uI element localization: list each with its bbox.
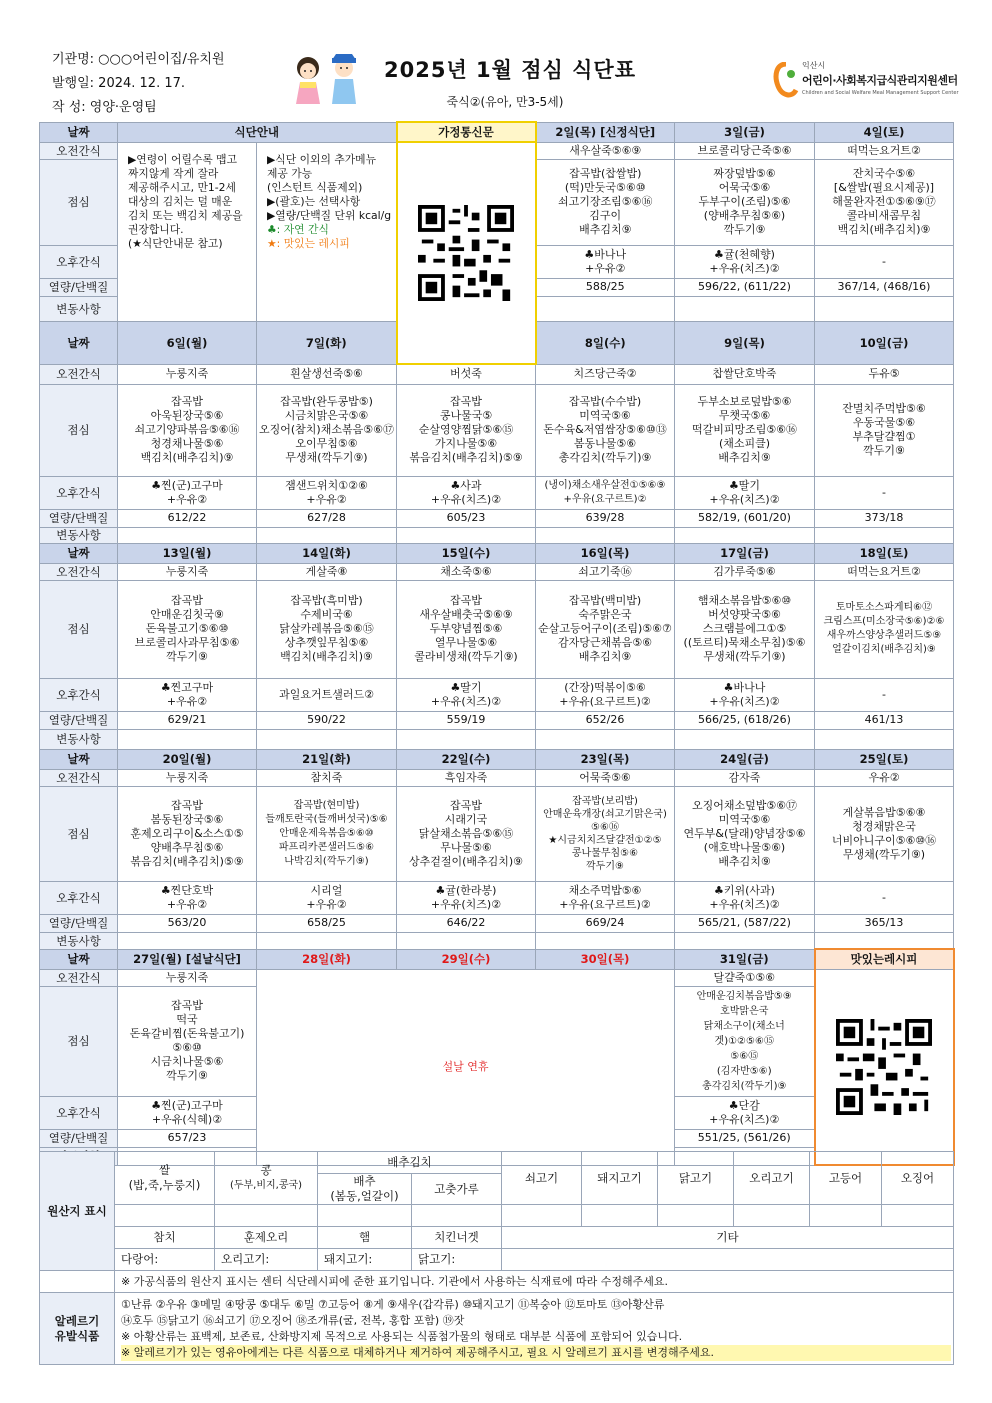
origin-input[interactable]: 돼지고기: xyxy=(318,1249,412,1271)
allergy-list: ①난류 ②우유 ③메밀 ④땅콩 ⑤대두 ⑥밀 ⑦고등어 ⑧게 ⑨새우(갑각류) ⑩돼지고기 ⑪복숭아 ⑫토마토 ⑬아황산류 xyxy=(121,1297,665,1311)
nutrition-value: 367/14, (468/16) xyxy=(815,278,954,296)
origin-item: 오리고기 xyxy=(734,1152,810,1205)
nutrition-value: 566/25, (618/26) xyxy=(675,711,815,729)
lunch-label: 점심 xyxy=(40,786,118,881)
allergy-row xyxy=(40,1293,954,1365)
lunch-cell: 안매운김치볶음밥⑤⑨ 호박맑은국 닭채소구이(채소너겟)①②⑤⑥⑮ ⑤⑥⑮ (김자반⑤⑥) 총각김치(깍두기)⑨ xyxy=(675,986,815,1096)
day-header: 25일(토) xyxy=(815,749,954,769)
nutrition-value: 559/19 xyxy=(397,711,536,729)
day-header: 13일(월) xyxy=(118,543,257,563)
week2-lunch-row xyxy=(40,384,954,476)
guide-text: 대상의 김치는 덜 매운 xyxy=(128,194,233,208)
day-header: 20일(월) xyxy=(118,749,257,769)
week5-header-row xyxy=(40,949,954,969)
date-label: 날짜 xyxy=(40,321,118,364)
week5-am-row xyxy=(40,969,954,986)
recipe-qr-cell xyxy=(815,969,954,1165)
pm-snack-cell: (간장)떡볶이⑤⑥ +우유(요구르트)② xyxy=(536,678,675,711)
week4-lunch-row xyxy=(40,786,954,881)
pm-snack-cell: 채소주먹밥⑤⑥ +우유(요구르트)② xyxy=(536,881,675,914)
nutrition-value: 551/25, (561/26) xyxy=(675,1129,815,1147)
week2-pm-row xyxy=(40,476,954,509)
day-header: 30일(목) xyxy=(536,949,675,969)
rice-header: 쌀 (밥,죽,누룽지) xyxy=(115,1152,215,1205)
pm-snack-cell: 과일요거트샐러드② xyxy=(257,678,397,711)
center-logo xyxy=(772,58,959,106)
am-snack: 달걀죽①⑤⑥ xyxy=(675,969,815,986)
recipe-qr-code-icon[interactable] xyxy=(836,1019,932,1115)
origin-input[interactable] xyxy=(734,1205,810,1227)
pm-snack-cell: ♣바나나 +우유② xyxy=(536,245,675,278)
week3-changes-row xyxy=(40,729,954,749)
pm-snack-cell: ♣키위(사과) +우유(치즈)② xyxy=(675,881,815,914)
am-snack: 채소죽⑤⑥ xyxy=(397,563,536,580)
date-label: 날짜 xyxy=(40,949,118,969)
guide-text: ▶연령이 어릴수록 맵고 xyxy=(128,152,238,166)
am-snack: 감자죽 xyxy=(675,769,815,786)
family-notice-header: 가정통신문 xyxy=(397,122,536,142)
menu-type: 죽식②(유아, 만3-5세) xyxy=(446,95,564,109)
am-snack: 어묵죽⑤⑥ xyxy=(536,769,675,786)
legend-recipe: ★: 맛있는 레시피 xyxy=(267,236,350,250)
day-header: 22일(수) xyxy=(397,749,536,769)
legend-nature: ♣: 자연 간식 xyxy=(267,222,329,236)
am-snack: 치즈당근죽② xyxy=(536,364,675,384)
pm-snack-cell: (냉이)채소새우살전①⑤⑥⑨ +우유(요구르트)② xyxy=(536,476,675,509)
week2-nutrition-row xyxy=(40,509,954,527)
week3-header-row xyxy=(40,543,954,563)
bean-header: 콩 (두부,비지,콩국) xyxy=(215,1152,318,1205)
pm-snack-label: 오후간식 xyxy=(40,245,118,278)
week4-changes-row xyxy=(40,932,954,949)
lunch-cell: 잡곡밥 새우살배춧국⑤⑥⑨ 두부양념찜⑤⑥ 열무나물⑤⑥ 콜라비생채(깍두기⑨) xyxy=(397,580,536,678)
week2-am-row xyxy=(40,364,954,384)
pm-snack-cell: ♣귤(천혜향) +우유(치즈)② xyxy=(675,245,815,278)
nutrition-value: 627/28 xyxy=(257,509,397,527)
day-header: 6일(월) xyxy=(118,321,257,364)
pm-snack-cell: ♣찐단호박 +우유② xyxy=(118,881,257,914)
nutrition-value: 563/20 xyxy=(118,914,257,932)
week3-am-row xyxy=(40,563,954,580)
week3-nutrition-row xyxy=(40,711,954,729)
cabbage-header: 배추 (봄동,얼갈이) xyxy=(318,1174,412,1205)
pm-snack-cell: ♣사과 +우유(치즈)② xyxy=(397,476,536,509)
lunch-cell: 햄채소볶음밥⑤⑥⑩ 버섯양팟국⑤⑥ 스크램블에그①⑤ ((토르티)묵채소무침)⑤⑥ 무생채(깍두기⑨) xyxy=(675,580,815,678)
guide-text: (★식단안내문 참고) xyxy=(128,236,223,250)
day-header: 9일(목) xyxy=(675,321,815,364)
logo-city: 익산시 xyxy=(802,61,826,70)
day-header: 27일(월) [설날식단] xyxy=(118,949,257,969)
issuer-info xyxy=(52,48,225,120)
holiday-notice: 설날 연휴 xyxy=(257,969,675,1165)
kimchi-header: 배추김치 xyxy=(318,1152,502,1174)
origin-item: 참치 xyxy=(115,1227,215,1249)
guide-right xyxy=(257,142,397,321)
changes-label: 변동사항 xyxy=(40,527,118,543)
pm-snack-cell: ♣딸기 +우유(치즈)② xyxy=(397,678,536,711)
guide-header: 식단안내 xyxy=(118,122,397,142)
day-header: 10일(금) xyxy=(815,321,954,364)
changes-cell xyxy=(815,296,954,321)
nutrition-value: 582/19, (601/20) xyxy=(675,509,815,527)
origin-allergy-table xyxy=(39,1151,954,1365)
origin-input[interactable] xyxy=(658,1205,734,1227)
lunch-cell: 잡곡밥 봄동된장국⑤⑥ 훈제오리구이&소스①⑤ 양배추무침⑤⑥ 볶음김치(배추김치)⑤⑨ xyxy=(118,786,257,881)
nutrition-value: 461/13 xyxy=(815,711,954,729)
origin-input[interactable] xyxy=(215,1205,318,1227)
lunch-label: 점심 xyxy=(40,384,118,476)
logo-mark-icon xyxy=(772,62,800,102)
lunch-cell: 잡곡밥(완두콩밥⑤) 시금치맑은국⑤⑥ 오징어(참치)채소볶음⑤⑥⑰ 오이무침⑤⑥ 무생채(깍두기⑨) xyxy=(257,384,397,476)
week4-nutrition-row xyxy=(40,914,954,932)
page-header xyxy=(0,0,992,118)
changes-label: 변동사항 xyxy=(40,729,118,749)
lunch-cell: 잔멸치주먹밥⑤⑥ 우동국물⑤⑥ 부추달걀찜① 깍두기⑨ xyxy=(815,384,954,476)
pm-snack-cell: 시리얼 +우유② xyxy=(257,881,397,914)
date-label: 날짜 xyxy=(40,543,118,563)
am-snack-label: 오전간식 xyxy=(40,142,118,159)
am-snack: 누룽지죽 xyxy=(118,563,257,580)
week4-am-row xyxy=(40,769,954,786)
origin-input[interactable]: 닭고기: xyxy=(412,1249,502,1271)
am-snack-label: 오전간식 xyxy=(40,364,118,384)
am-snack: 브로콜리당근죽⑤⑥ xyxy=(675,142,815,159)
origin-item: 돼지고기 xyxy=(582,1152,658,1205)
page-title: 2025년 1월 점심 식단표 xyxy=(384,58,636,82)
changes-cell xyxy=(536,296,675,321)
week3-lunch-row xyxy=(40,580,954,678)
day-header: 8일(수) xyxy=(536,321,675,364)
origin-item: 햄 xyxy=(318,1227,412,1249)
nutrition-value: 588/25 xyxy=(536,278,675,296)
am-snack: 흰살생선죽⑤⑥ xyxy=(257,364,397,384)
pm-snack-cell: - xyxy=(815,245,954,278)
pm-snack-cell: ♣귤(한라봉) +우유(치즈)② xyxy=(397,881,536,914)
guide-text: 김치 또는 백김치 제공을 xyxy=(128,208,243,222)
am-snack: 흑임자죽 xyxy=(397,769,536,786)
nutrition-label: 열량/단백질 xyxy=(40,509,118,527)
lunch-cell: 짜장덮밥⑤⑥ 어묵국⑤⑥ 두부구이(조림)⑤⑥ (양배추무침⑤⑥) 깍두기⑨ xyxy=(675,159,815,245)
day-header: 24일(금) xyxy=(675,749,815,769)
nutrition-label: 열량/단백질 xyxy=(40,278,118,296)
origin-item: 치킨너겟 xyxy=(412,1227,502,1249)
am-snack: 참치죽 xyxy=(257,769,397,786)
nutrition-value: 373/18 xyxy=(815,509,954,527)
pm-snack-cell: - xyxy=(815,678,954,711)
origin-input[interactable] xyxy=(882,1205,954,1227)
nutrition-label: 열량/단백질 xyxy=(40,914,118,932)
nutrition-value: 629/21 xyxy=(118,711,257,729)
day-header: 21일(화) xyxy=(257,749,397,769)
origin-item: 오징어 xyxy=(882,1152,954,1205)
origin-item: 닭고기 xyxy=(658,1152,734,1205)
origin-row-3 xyxy=(40,1227,954,1249)
pm-snack-cell: ♣바나나 +우유(치즈)② xyxy=(675,678,815,711)
guide-text: ▶(괄호)는 선택사항 xyxy=(267,194,361,208)
lunch-cell: 토마토소스파게티⑥⑫ 크림스프(미소장국⑤⑥)②⑥ 새우까스양상추샐러드⑤⑨ 얼갈이김치(배추김치)⑨ xyxy=(815,580,954,678)
nutrition-value: 596/22, (611/22) xyxy=(675,278,815,296)
pm-snack-label: 오후간식 xyxy=(40,1096,118,1129)
origin-item-other: 기타 xyxy=(502,1227,954,1249)
origin-row-1 xyxy=(40,1152,954,1174)
lunch-cell: 게살볶음밥⑤⑥⑧ 청경채맑은국 너비아니구이⑤⑥⑩⑯ 무생채(깍두기⑨) xyxy=(815,786,954,881)
am-snack: 새우살죽⑤⑥⑨ xyxy=(536,142,675,159)
changes-label: 변동사항 xyxy=(40,932,118,949)
lunch-cell: 잡곡밥(보리밥) 안매운육개장(쇠고기맑은국) ⑤⑥⑯ ★시금치치즈달걀전①②⑤ 콩나물무침⑤⑥ 깍두기⑨ xyxy=(536,786,675,881)
org-name: 기관명: ○○○어린이집/유치원 xyxy=(52,52,225,67)
am-snack: 김가루죽⑤⑥ xyxy=(675,563,815,580)
origin-values-row xyxy=(40,1205,954,1227)
guide-text: ▶식단 이외의 추가메뉴 xyxy=(267,152,377,166)
day-header: 15일(수) xyxy=(397,543,536,563)
pm-snack-label: 오후간식 xyxy=(40,476,118,509)
origin-input[interactable] xyxy=(810,1205,882,1227)
allergy-label: 알레르기 유발식품 xyxy=(40,1293,115,1365)
origin-item: 훈제오리 xyxy=(215,1227,318,1249)
am-snack-label: 오전간식 xyxy=(40,563,118,580)
am-snack: 누룽지죽 xyxy=(118,769,257,786)
author: 작 성: 영양·운영팀 xyxy=(52,100,157,115)
am-snack: 두유⑤ xyxy=(815,364,954,384)
nutrition-value: 646/22 xyxy=(397,914,536,932)
week1-am-row xyxy=(40,142,954,159)
day-header: 7일(화) xyxy=(257,321,397,364)
day-header: 2일(목) [신정식단] xyxy=(536,122,675,142)
day-header: 16일(목) xyxy=(536,543,675,563)
origin-input[interactable] xyxy=(502,1249,954,1271)
nutrition-value: 669/24 xyxy=(536,914,675,932)
origin-input[interactable] xyxy=(502,1205,582,1227)
guide-left xyxy=(118,142,257,321)
changes-cell xyxy=(675,296,815,321)
nutrition-value: 605/23 xyxy=(397,509,536,527)
lunch-cell: 잡곡밥(흑미밥) 수제비국⑥ 닭살카레볶음⑤⑥⑮ 상추깻잎무침⑤⑥ 백김치(배추김치)⑨ xyxy=(257,580,397,678)
origin-input[interactable] xyxy=(582,1205,658,1227)
am-snack: 누룽지죽 xyxy=(118,969,257,986)
week3-pm-row xyxy=(40,678,954,711)
origin-input[interactable] xyxy=(115,1205,215,1227)
pm-snack-cell: ♣딸기 +우유(치즈)② xyxy=(675,476,815,509)
lunch-cell: 잡곡밥 안매운김칫국⑨ 돈육불고기⑤⑥⑩ 브로콜리사과무침⑤⑥ 깍두기⑨ xyxy=(118,580,257,678)
nutrition-value: 612/22 xyxy=(118,509,257,527)
lunch-label: 점심 xyxy=(40,986,118,1096)
pm-snack-cell: - xyxy=(815,881,954,914)
pm-snack-cell: - xyxy=(815,476,954,509)
nutrition-value: 658/25 xyxy=(257,914,397,932)
guide-text: 짜지않게 작게 잘라 xyxy=(128,166,219,180)
am-snack: 떠먹는요거트② xyxy=(815,142,954,159)
nutrition-value: 652/26 xyxy=(536,711,675,729)
lunch-cell: 잡곡밥(현미밥) 들깨토란국(들깨버섯국)⑤⑥ 안매운제육볶음⑤⑥⑩ 파프리카콘샐러드⑤⑥ 나박김치(깍두기⑨) xyxy=(257,786,397,881)
guide-text: ▶열량/단백질 단위 kcal/g xyxy=(267,208,392,222)
pm-snack-label: 오후간식 xyxy=(40,678,118,711)
lunch-label: 점심 xyxy=(40,580,118,678)
am-snack: 찹쌀단호박죽 xyxy=(675,364,815,384)
origin-note: ※ 가공식품의 원산지 표시는 센터 식단레시피에 준한 표기입니다. 기관에서 사용하는 식재료에 따라 수정해주세요. xyxy=(115,1271,954,1293)
lunch-cell: 두부소보로덮밥⑤⑥ 무챗국⑤⑥ 떡갈비피망조림⑤⑥⑯ (채소피클) 배추김치⑨ xyxy=(675,384,815,476)
menu-table xyxy=(39,121,954,1166)
pm-snack-cell: ♣찐고구마 +우유② xyxy=(118,678,257,711)
pm-snack-cell: ♣단감 +우유(치즈)② xyxy=(675,1096,815,1129)
day-header: 3일(금) xyxy=(675,122,815,142)
lunch-cell: 잔치국수⑤⑥ [&쌀밥(필요시제공)] 해물완자전①⑤⑥⑨⑰ 콜라비새콤무침 백김치(배추김치)⑨ xyxy=(815,159,954,245)
origin-item: 고등어 xyxy=(810,1152,882,1205)
family-notice-qr-cell xyxy=(397,142,536,364)
changes-label: 변동사항 xyxy=(40,296,118,321)
am-snack: 떠먹는요거트② xyxy=(815,563,954,580)
origin-input[interactable] xyxy=(412,1205,502,1227)
qr-code-icon[interactable] xyxy=(418,205,514,301)
nutrition-value: 565/21, (587/22) xyxy=(675,914,815,932)
recipe-header: 맛있는레시피 xyxy=(815,949,954,969)
guide-text: 제공 가능 xyxy=(267,166,313,180)
am-snack: 버섯죽 xyxy=(397,364,536,384)
am-snack-label: 오전간식 xyxy=(40,769,118,786)
lunch-label: 점심 xyxy=(40,159,118,245)
nutrition-value: 657/23 xyxy=(118,1129,257,1147)
lunch-cell: 잡곡밥 떡국 돈육갈비찜(돈육불고기) ⑤⑥⑩ 시금치나물⑤⑥ 깍두기⑨ xyxy=(118,986,257,1096)
logo-name: 어린이·사회복지급식관리지원센터 xyxy=(802,74,958,87)
lunch-cell: 잡곡밥(수수밥) 미역국⑤⑥ 돈수육&저염쌈장⑤⑥⑩⑬ 봄동나물⑤⑥ 총각김치(깍두기)⑨ xyxy=(536,384,675,476)
pepper-header: 고춧가루 xyxy=(412,1174,502,1205)
lunch-cell: 잡곡밥 아욱된장국⑤⑥ 쇠고기양파볶음⑤⑥⑯ 청경채나물⑤⑥ 백김치(배추김치)⑨ xyxy=(118,384,257,476)
allergy-list: ⑭호두 ⑮닭고기 ⑯쇠고기 ⑰오징어 ⑱조개류(굴, 전복, 홍합 포함) ⑲잣 xyxy=(121,1313,465,1327)
am-snack: 쇠고기죽⑯ xyxy=(536,563,675,580)
nutrition-label: 열량/단백질 xyxy=(40,711,118,729)
week2-changes-row xyxy=(40,527,954,543)
pm-snack-cell: ♣찐(군)고구마 +우유(식혜)② xyxy=(118,1096,257,1129)
day-header: 14일(화) xyxy=(257,543,397,563)
date-label: 날짜 xyxy=(40,749,118,769)
lunch-cell: 잡곡밥(찹쌀밥) (떡)만둣국⑤⑥⑩ 쇠고기장조림⑤⑥⑯ 김구이 배추김치⑨ xyxy=(536,159,675,245)
day-header: 31일(금) xyxy=(675,949,815,969)
day-header: 29일(수) xyxy=(397,949,536,969)
am-snack-label: 오전간식 xyxy=(40,969,118,986)
allergy-warning: ※ 알레르기가 있는 영유아에게는 다른 식품으로 대체하거나 제거하여 제공해주시고, 필요 시 알레르기 표시를 변경해주세요. xyxy=(121,1345,951,1361)
origin-input[interactable]: 오리고기: xyxy=(215,1249,318,1271)
am-snack: 게살죽⑧ xyxy=(257,563,397,580)
day-header: 23일(목) xyxy=(536,749,675,769)
origin-input[interactable] xyxy=(318,1205,412,1227)
guide-text: 제공해주시고, 만1-2세 xyxy=(128,180,236,194)
lunch-cell: 잡곡밥 콩나물국⑤ 순살영양찜닭⑤⑥⑮ 가지나물⑤⑥ 볶음김치(배추김치)⑤⑨ xyxy=(397,384,536,476)
week4-pm-row xyxy=(40,881,954,914)
pm-snack-label: 오후간식 xyxy=(40,881,118,914)
day-header: 18일(토) xyxy=(815,543,954,563)
nutrition-label: 열량/단백질 xyxy=(40,1129,118,1147)
week1-header-row xyxy=(40,122,954,142)
week4-header-row xyxy=(40,749,954,769)
guide-text: (인스턴트 식품제외) xyxy=(267,180,363,194)
day-header: 17일(금) xyxy=(675,543,815,563)
am-snack: 우유② xyxy=(815,769,954,786)
am-snack: 누룽지죽 xyxy=(118,364,257,384)
issue-date: 발행일: 2024. 12. 17. xyxy=(52,76,186,91)
origin-input[interactable]: 다랑어: xyxy=(115,1249,215,1271)
logo-english: Children and Social Welfare Meal Management Support Center xyxy=(802,90,959,96)
lunch-cell: 오징어채소덮밥⑤⑥⑰ 미역국⑤⑥ 연두부&(달래)양념장⑤⑥ (애호박나물⑤⑥) 배추김치⑨ xyxy=(675,786,815,881)
nutrition-value: 365/13 xyxy=(815,914,954,932)
nutrition-value: 639/28 xyxy=(536,509,675,527)
guide-text: 권장합니다. xyxy=(128,222,184,236)
lunch-cell: 잡곡밥(백미밥) 숙주맑은국 순살고등어구이(조림)⑤⑥⑦ 감자당근채볶음⑤⑥ 배추김치⑨ xyxy=(536,580,675,678)
pm-snack-cell: 잼샌드위치①②⑥ +우유② xyxy=(257,476,397,509)
origin-note-row xyxy=(40,1271,954,1293)
origin-row-4 xyxy=(40,1249,954,1271)
origin-label: 원산지 표시 xyxy=(40,1152,115,1271)
allergy-note: ※ 아황산류는 표백제, 보존료, 산화방지제 목적으로 사용되는 식품첨가물의 형태로 대부분 식품에 포함되어 있습니다. xyxy=(121,1329,683,1343)
day-header: 28일(화) xyxy=(257,949,397,969)
pm-snack-cell: ♣찐(군)고구마 +우유② xyxy=(118,476,257,509)
day-header: 4일(토) xyxy=(815,122,954,142)
origin-item: 쇠고기 xyxy=(502,1152,582,1205)
allergy-info xyxy=(115,1293,954,1365)
nutrition-value: 590/22 xyxy=(257,711,397,729)
lunch-cell: 잡곡밥 시래기국 닭살채소볶음⑤⑥⑮ 무나물⑤⑥ 상추겉절이(배추김치)⑨ xyxy=(397,786,536,881)
date-label: 날짜 xyxy=(40,122,118,142)
